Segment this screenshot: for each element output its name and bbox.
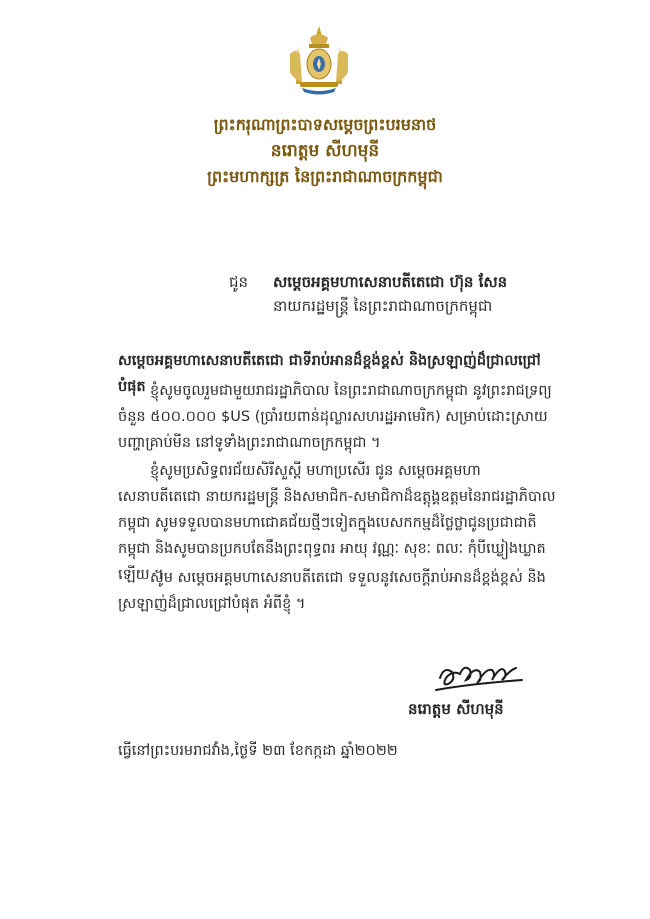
king-name: នរោត្តម សីហមុនី: [270, 141, 380, 161]
donation-paragraph: ខ្ញុំសូមចូលរួមជាមួយរាជរដ្ឋាភិបាល នៃព្រះរាជាណាចក្រកម្ពុជា នូវព្រះរាជទ្រព្យចំនួន ៥០០.០០០ $US (ប្រាំរយពាន់ដុល្លារសហរដ្ឋអាមេរិក) សម្រាប់ដោះស្រាយបញ្ហាគ្រាប់មីន នៅទូទាំងព្រះរាជាណាចក្រកម្ពុជា ។: [118, 383, 552, 451]
salutation-paragraph: សម្តេចអគ្គមហាសេនាបតីតេជោ ជាទីរាប់អានដ៏ខ្ពង់ខ្ពស់ និងស្រឡាញ់ដ៏ជ្រាលជ្រៅបំផុត: [118, 353, 541, 395]
recipient-name: សម្តេចអគ្គមហាសេនាបតីតេជោ ហ៊ុន សែន: [273, 273, 508, 291]
closing-paragraph: សូម សម្តេចអគ្គមហាសេនាបតីតេជោ ទទួលនូវសេចក្តីរាប់អានដ៏ខ្ពង់ខ្ពស់ និងស្រឡាញ់ដ៏ជ្រាលជ្រៅបំផុត អំពីខ្ញុំ ។: [118, 570, 546, 612]
king-office-line: ព្រះមហាក្សត្រ នៃព្រះរាជាណាចក្រកម្ពុជា: [207, 167, 443, 186]
blessing-paragraph: ខ្ញុំសូមប្រសិទ្ធពរជ័យសិរីសួស្តី មហាប្រសើរ ជូន សម្តេចអគ្គមហាសេនាបតីតេជោ នាយករដ្ឋមន្ត្រី និងសមាជិក-សមាជិកាដ៏ឧត្តុង្គឧត្តមនៃរាជរដ្ឋាភិបាលកម្ពុជា សូមទទួលបានមហាជោគជ័យថ្មីៗទៀតក្នុងបេសកកម្មដ៏ថ្លៃថ្លាជូនប្រជាជាតិកម្ពុជា និងសូមបានប្រកបតែនឹងព្រះពុទ្ធពរ អាយុ វណ្ណៈ សុខៈ ពលៈ កុំបីឃ្លៀងឃ្លាតឡើយ ។: [118, 463, 556, 583]
date-line: ធ្វើនៅព្រះបរមរាជវាំង,ថ្ងៃទី ២៣ ខែកក្កដា ឆ្នាំ២០២២: [118, 743, 398, 759]
recipient-label: ជូន: [229, 273, 249, 291]
handwritten-signature: [430, 640, 530, 700]
recipient-title: នាយករដ្ឋមន្ត្រី នៃព្រះរាជាណាចក្រកម្ពុជា: [273, 297, 493, 315]
king-title-line: ព្រះករុណាព្រះបាទសម្តេចព្រះបរមនាថ: [213, 115, 437, 134]
signer-name: នរោត្តម សីហមុនី: [408, 700, 504, 718]
royal-arms-emblem-icon: [282, 24, 356, 98]
